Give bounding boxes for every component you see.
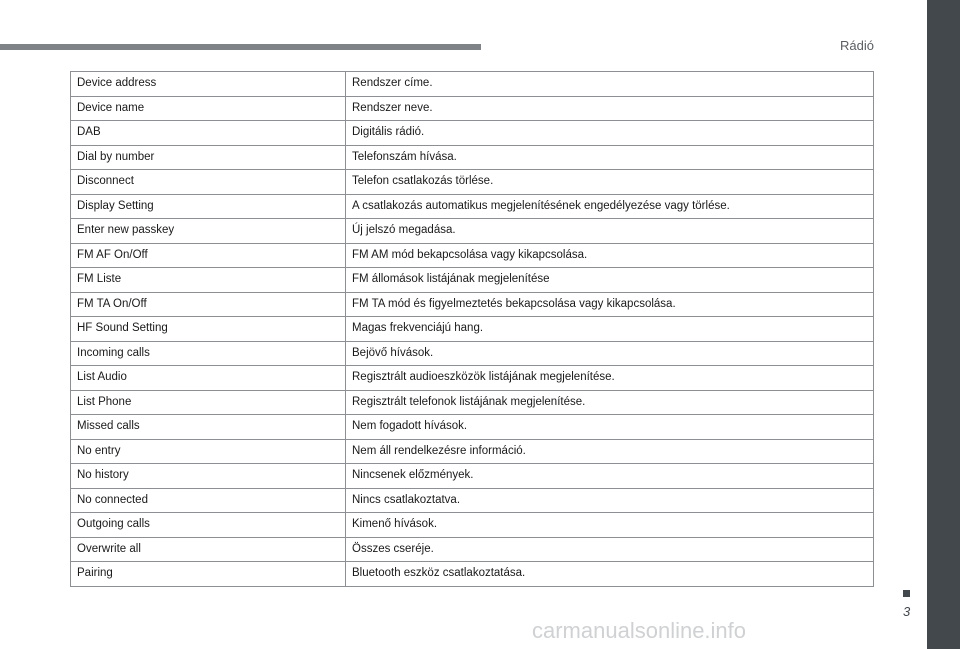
term-cell: Enter new passkey (71, 219, 346, 244)
translation-cell: Digitális rádió. (346, 121, 874, 146)
translation-cell: Nem áll rendelkezésre információ. (346, 439, 874, 464)
table-row (71, 72, 874, 97)
glossary-body (71, 72, 874, 587)
term-cell: Device name (71, 96, 346, 121)
term-cell: Pairing (71, 562, 346, 587)
term-cell: HF Sound Setting (71, 317, 346, 342)
table-row (71, 464, 874, 489)
translation-cell: Rendszer neve. (346, 96, 874, 121)
glossary-table (70, 71, 874, 587)
translation-cell: FM AM mód bekapcsolása vagy kikapcsolása. (346, 243, 874, 268)
translation-cell: Összes cseréje. (346, 537, 874, 562)
header-rule (0, 44, 481, 50)
translation-cell: FM TA mód és figyelmeztetés bekapcsolása vagy kikapcsolása. (346, 292, 874, 317)
translation-cell: Regisztrált audioeszközök listájának megjelenítése. (346, 366, 874, 391)
translation-cell: Kimenő hívások. (346, 513, 874, 538)
term-cell: Display Setting (71, 194, 346, 219)
term-cell: Outgoing calls (71, 513, 346, 538)
table-row (71, 390, 874, 415)
table-row (71, 317, 874, 342)
table-row (71, 537, 874, 562)
term-cell: Overwrite all (71, 537, 346, 562)
term-cell: Dial by number (71, 145, 346, 170)
term-cell: No history (71, 464, 346, 489)
translation-cell: Telefonszám hívása. (346, 145, 874, 170)
translation-cell: Regisztrált telefonok listájának megjelenítése. (346, 390, 874, 415)
translation-cell: Bejövő hívások. (346, 341, 874, 366)
table-row (71, 562, 874, 587)
table-row (71, 415, 874, 440)
term-cell: No connected (71, 488, 346, 513)
table-row (71, 268, 874, 293)
term-cell: Disconnect (71, 170, 346, 195)
term-cell: Missed calls (71, 415, 346, 440)
translation-cell: Nincsenek előzmények. (346, 464, 874, 489)
table-row (71, 121, 874, 146)
table-row (71, 243, 874, 268)
table-row (71, 513, 874, 538)
section-title: Rádió (840, 38, 874, 53)
translation-cell: Új jelszó megadása. (346, 219, 874, 244)
translation-cell: Nincs csatlakoztatva. (346, 488, 874, 513)
table-row (71, 145, 874, 170)
translation-cell: Telefon csatlakozás törlése. (346, 170, 874, 195)
term-cell: Device address (71, 72, 346, 97)
translation-cell: Bluetooth eszköz csatlakoztatása. (346, 562, 874, 587)
table-row (71, 219, 874, 244)
translation-cell: FM állomások listájának megjelenítése (346, 268, 874, 293)
table-row (71, 439, 874, 464)
table-row (71, 488, 874, 513)
term-cell: No entry (71, 439, 346, 464)
page-number: 3 (903, 604, 911, 619)
term-cell: Incoming calls (71, 341, 346, 366)
translation-cell: Rendszer címe. (346, 72, 874, 97)
side-bar (927, 0, 960, 649)
page-marker-icon (903, 590, 910, 597)
term-cell: FM TA On/Off (71, 292, 346, 317)
translation-cell: A csatlakozás automatikus megjelenítésének engedélyezése vagy törlése. (346, 194, 874, 219)
translation-cell: Magas frekvenciájú hang. (346, 317, 874, 342)
table-row (71, 292, 874, 317)
term-cell: DAB (71, 121, 346, 146)
table-row (71, 96, 874, 121)
table-row (71, 366, 874, 391)
table-row (71, 341, 874, 366)
watermark: carmanualsonline.info (532, 618, 747, 643)
term-cell: List Phone (71, 390, 346, 415)
table-row (71, 170, 874, 195)
table-row (71, 194, 874, 219)
term-cell: FM Liste (71, 268, 346, 293)
translation-cell: Nem fogadott hívások. (346, 415, 874, 440)
term-cell: List Audio (71, 366, 346, 391)
term-cell: FM AF On/Off (71, 243, 346, 268)
